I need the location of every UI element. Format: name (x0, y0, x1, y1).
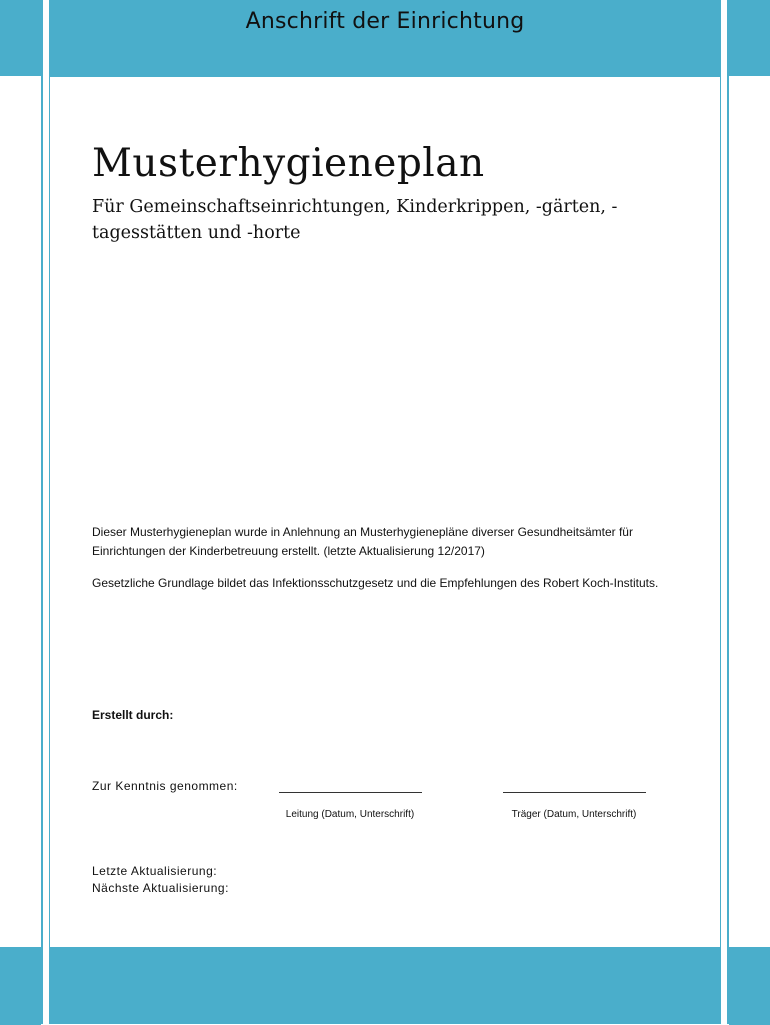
right-page-bottom-band (729, 946, 770, 1025)
header-band (50, 1, 720, 77)
created-by-label: Erstellt durch: (92, 708, 174, 722)
intro-paragraph: Dieser Musterhygieneplan wurde in Anlehnung an Musterhygienepläne diverser Gesundheitsämter für Einrichtungen der Kinderbetreuung erstellt. (letzte Aktualisierung 12/2017) (92, 525, 633, 558)
signature-caption-traeger: Träger (Datum, Unterschrift) (511, 809, 637, 820)
document-page (49, 0, 721, 1024)
document-subtitle: Für Gemeinschaftseinrichtungen, Kinderkrippen, -gärten, -tagesstätten und -horte (92, 197, 618, 243)
institution-address-heading: Anschrift der Einrichtung (245, 9, 525, 34)
document-title: Musterhygieneplan (92, 141, 485, 186)
right-page-top-band (729, 0, 770, 76)
footer-band (50, 947, 720, 1023)
right-adjacent-page (727, 0, 770, 1024)
signature-line-leitung (279, 792, 422, 793)
left-adjacent-page (0, 0, 43, 1024)
next-update-label: Nächste Aktualisierung: (92, 881, 229, 895)
signature-line-traeger (503, 792, 646, 793)
left-page-bottom-band (0, 946, 41, 1025)
acknowledged-label: Zur Kenntnis genommen: (92, 779, 238, 793)
legal-basis-paragraph: Gesetzliche Grundlage bildet das Infektionsschutzgesetz und die Empfehlungen des Robert Koch-Instituts. (92, 576, 659, 590)
signature-caption-leitung: Leitung (Datum, Unterschrift) (285, 809, 415, 820)
last-update-label: Letzte Aktualisierung: (92, 864, 218, 878)
left-page-top-band (0, 0, 41, 76)
